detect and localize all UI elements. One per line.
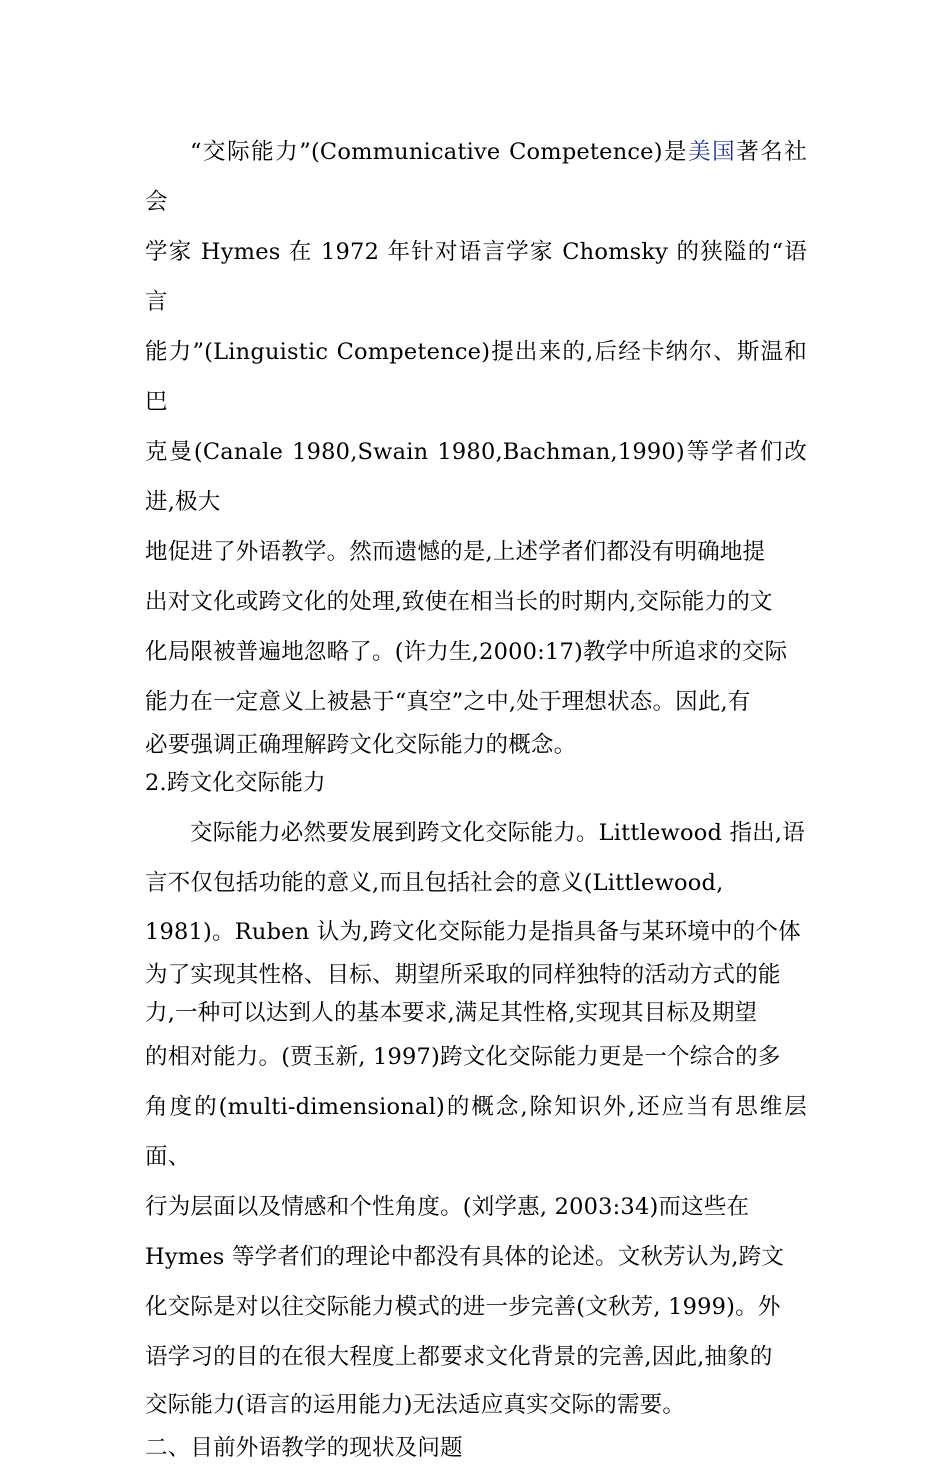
text-line: 交际能力必然要发展到跨文化交际能力。Littlewood 指出,语: [190, 820, 805, 846]
paragraph-communicative-competence: [145, 127, 807, 763]
text-line: 交际能力(语言的运用能力)无法适应真实交际的需要。: [145, 1392, 686, 1418]
text-line: 学家 Hymes 在 1972 年针对语言学家 Chomsky 的狭隘的“语言: [145, 239, 807, 315]
text-line: 力,一种可以达到人的基本要求,满足其性格,实现其目标及期望: [145, 1000, 758, 1026]
text-line: 出对文化或跨文化的处理,致使在相当长的时期内,交际能力的文: [145, 589, 773, 615]
text-fragment: “交际能力”(Communicative Competence)是: [190, 139, 689, 165]
text-line: 行为层面以及情感和个性角度。(刘学惠, 2003:34)而这些在: [145, 1194, 750, 1220]
link-usa[interactable]: 美国: [688, 139, 737, 165]
text-line: 角度的(multi-dimensional)的概念,除知识外,还应当有思维层面、: [145, 1094, 807, 1170]
section-heading-current-status: 二、目前外语教学的现状及问题: [145, 1435, 463, 1461]
text-line: 化局限被普遍地忽略了。(许力生,2000:17)教学中所追求的交际: [145, 639, 788, 665]
text-line: 的相对能力。(贾玉新, 1997)跨文化交际能力更是一个综合的多: [145, 1044, 781, 1070]
text-line: 为了实现其性格、目标、期望所采取的同样独特的活动方式的能: [145, 962, 781, 988]
text-line: Hymes 等学者们的理论中都没有具体的论述。文秋芳认为,跨文: [145, 1244, 785, 1270]
text-line: 必要强调正确理解跨文化交际能力的概念。: [145, 732, 577, 758]
text-line: 地促进了外语教学。然而遗憾的是,上述学者们都没有明确地提: [145, 539, 766, 565]
text-line: 1981)。Ruben 认为,跨文化交际能力是指具备与某环境中的个体: [145, 919, 801, 945]
paragraph-intercultural-competence: [145, 808, 807, 1428]
text-line: 化交际是对以往交际能力模式的进一步完善(文秋芳, 1999)。外: [145, 1294, 781, 1320]
text-line: 言不仅包括功能的意义,而且包括社会的意义(Littlewood,: [145, 870, 724, 896]
text-line: [145, 127, 807, 227]
text-fragment: 著名社会: [145, 139, 807, 215]
document-page: [145, 127, 807, 1468]
text-line: 语学习的目的在很大程度上都要求文化背景的完善,因此,抽象的: [145, 1344, 773, 1370]
text-line: 克曼(Canale 1980,Swain 1980,Bachman,1990)等学者们改进,极大: [145, 439, 807, 515]
text-line: 能力在一定意义上被悬于“真空”之中,处于理想状态。因此,有: [145, 689, 751, 715]
section-heading-intercultural-competence: 2.跨文化交际能力: [145, 770, 326, 796]
text-line: 能力”(Linguistic Competence)提出来的,后经卡纳尔、斯温和巴: [145, 339, 807, 415]
